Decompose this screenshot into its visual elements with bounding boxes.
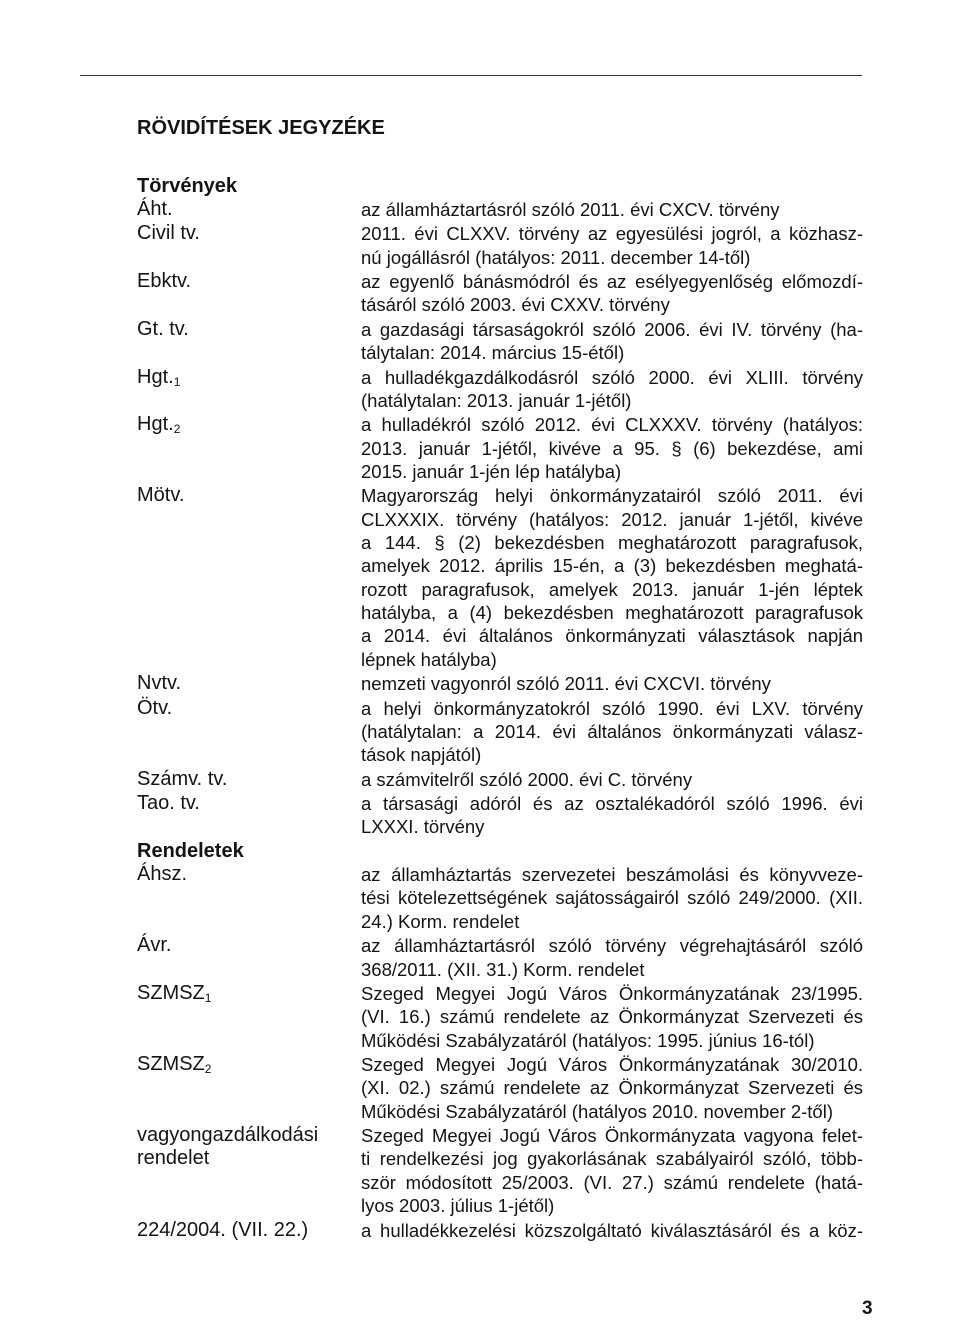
- abbreviation-label: [137, 366, 361, 413]
- definition-line: a 2014. évi általános önkormányzati választások napján: [361, 625, 863, 647]
- abbreviation-entry: [137, 270, 863, 317]
- abbreviation-label: [137, 697, 361, 767]
- abbreviation-entry: [137, 318, 863, 365]
- abbreviation-label: [137, 792, 361, 839]
- abbreviation-entry: [137, 863, 863, 933]
- definition-line: az államháztartásról szóló törvény végrehajtásáról szóló: [361, 935, 863, 957]
- abbreviation-label-line: [137, 934, 361, 957]
- definition-line: ször módosított 25/2003. (VI. 27.) számú rendelete (hatá-: [361, 1171, 863, 1193]
- abbreviation-label: [137, 863, 361, 933]
- definition-line: Szeged Megyei Jogú Város Önkormányzatának 23/1995.: [361, 983, 863, 1005]
- definition-line: nú jogállásról (hatályos: 2011. december 14-től): [361, 246, 751, 268]
- abbreviation-label-line: [137, 1147, 361, 1170]
- abbreviation-label: [137, 318, 361, 365]
- abbreviation-definition: [361, 863, 863, 933]
- abbreviation-label-line: [137, 672, 361, 695]
- abbreviation-text: Ebktv.: [137, 270, 192, 293]
- abbreviation-label-line: [137, 697, 361, 720]
- abbreviation-label-line: [137, 1124, 361, 1147]
- definition-line: a hulladékról szóló 2012. évi CLXXXV. törvény (hatályos:: [361, 414, 863, 436]
- abbreviation-label-line: [137, 1219, 361, 1242]
- abbreviation-label-line: [137, 222, 361, 245]
- definition-line: a helyi önkormányzatokról szóló 1990. évi LXV. törvény: [361, 697, 863, 719]
- abbreviation-subscript: 1: [204, 991, 212, 1006]
- abbreviation-label-line: [137, 366, 361, 389]
- abbreviation-section: [137, 175, 863, 839]
- abbreviation-text: SZMSZ: [137, 1053, 205, 1076]
- definition-line: a gazdasági társaságokról szóló 2006. évi IV. törvény (ha-: [361, 318, 863, 340]
- abbreviation-entry: [137, 1124, 863, 1217]
- definition-line: ti rendelkezési jog gyakorlásának szabályairól szóló, több-: [361, 1148, 863, 1170]
- abbreviation-entry: [137, 697, 863, 767]
- abbreviation-definition: [361, 1124, 863, 1217]
- abbreviation-text: Hgt.: [137, 365, 174, 388]
- abbreviation-text: Áhsz.: [137, 863, 188, 886]
- abbreviation-label: [137, 198, 361, 221]
- abbreviation-definition: [361, 366, 863, 413]
- abbreviation-label: [137, 484, 361, 670]
- abbreviation-definition: [361, 697, 863, 767]
- abbreviation-entry: [137, 1219, 863, 1242]
- abbreviation-text: Nvtv.: [137, 672, 182, 695]
- abbreviation-entry: [137, 366, 863, 413]
- abbreviation-text: Áht.: [137, 197, 173, 220]
- definition-line: 2015. január 1-jén lép hatályba): [361, 461, 622, 482]
- definition-line: tálytalan: 2014. március 15-étől): [361, 342, 625, 364]
- definition-line: (hatálytalan: a 2014. évi általános önkormányzati válasz-: [361, 720, 863, 742]
- definition-line: Működési Szabályzatáról (hatályos 2010. november 2-től): [361, 1100, 833, 1122]
- definition-line: 2013. január 1-jétől, kivéve a 95. § (6) bekezdése, ami: [361, 437, 863, 459]
- abbreviation-definition: [361, 1219, 863, 1242]
- abbreviation-label: [137, 672, 361, 695]
- abbreviation-list: [137, 175, 863, 1244]
- definition-line: (hatálytalan: 2013. január 1-jétől): [361, 389, 632, 411]
- abbreviation-subscript: 2: [204, 1062, 212, 1077]
- abbreviation-entry: [137, 222, 863, 269]
- abbreviation-subscript: 1: [173, 374, 181, 389]
- definition-line: lépnek hatályba): [361, 648, 497, 670]
- abbreviation-text: Ávr.: [137, 934, 172, 957]
- abbreviation-label-line: [137, 982, 361, 1005]
- definition-line: az egyenlő bánásmódról és az esélyegyenlőség előmozdí-: [361, 271, 863, 293]
- definition-line: Szeged Megyei Jogú Város Önkormányzatának 30/2010.: [361, 1054, 863, 1076]
- definition-line: Működési Szabályzatáról (hatályos: 1995. június 16-tól): [361, 1029, 815, 1051]
- abbreviation-label: [137, 222, 361, 269]
- abbreviation-text: rendelet: [137, 1147, 210, 1170]
- definition-line: az államháztartásról szóló 2011. évi CXCV. törvény: [361, 198, 780, 220]
- definition-line: a számvitelről szóló 2000. évi C. törvény: [361, 768, 693, 790]
- abbreviation-label-line: [137, 768, 361, 791]
- abbreviation-definition: [361, 792, 863, 839]
- abbreviation-text: SZMSZ: [137, 982, 205, 1005]
- section-heading: Rendeletek: [137, 839, 244, 862]
- header-rule: [80, 75, 862, 76]
- abbreviation-label-line: [137, 792, 361, 815]
- abbreviation-subscript: 2: [173, 422, 181, 437]
- abbreviation-label-line: [137, 270, 361, 293]
- definition-line: a társasági adóról és az osztalékadóról szóló 1996. évi: [361, 793, 863, 815]
- definition-line: rozott paragrafusok, amelyek 2013. január 1-jén léptek: [361, 578, 863, 600]
- abbreviation-definition: [361, 318, 863, 365]
- page-number: 3: [862, 1298, 873, 1319]
- section-heading: Törvények: [137, 174, 238, 197]
- abbreviation-definition: [361, 222, 863, 269]
- definition-line: lyos 2003. július 1-jétől): [361, 1195, 555, 1217]
- abbreviation-entry: [137, 672, 863, 695]
- definition-line: amelyek 2012. április 15-én, a (3) bekezdésben meghatá-: [361, 555, 863, 577]
- abbreviation-entry: [137, 484, 863, 670]
- abbreviation-definition: [361, 934, 863, 981]
- abbreviation-definition: [361, 198, 863, 221]
- abbreviation-text: Civil tv.: [137, 222, 200, 245]
- definition-line: a hulladékkezelési közszolgáltató kiválasztásáról és a köz-: [361, 1219, 863, 1241]
- document-title: RÖVIDÍTÉSEK JEGYZÉKE: [137, 117, 385, 139]
- abbreviation-text: Számv. tv.: [137, 767, 228, 790]
- abbreviation-label: [137, 934, 361, 981]
- abbreviation-label-line: [137, 484, 361, 507]
- abbreviation-label: [137, 1124, 361, 1217]
- abbreviation-entry: [137, 1053, 863, 1123]
- abbreviation-text: 224/2004. (VII. 22.): [137, 1218, 309, 1241]
- definition-line: hatályba, a (4) bekezdésben meghatározott paragrafusok: [361, 601, 863, 623]
- abbreviation-definition: [361, 768, 863, 791]
- abbreviation-definition: [361, 672, 863, 695]
- abbreviation-label-line: [137, 863, 361, 886]
- abbreviation-label: [137, 1053, 361, 1123]
- abbreviation-label: [137, 1219, 361, 1242]
- definition-line: a hulladékgazdálkodásról szóló 2000. évi XLIII. törvény: [361, 366, 863, 388]
- definition-line: 24.) Korm. rendelet: [361, 910, 520, 932]
- definition-line: Szeged Megyei Jogú Város Önkormányzata vagyona felet-: [361, 1125, 863, 1147]
- abbreviation-entry: [137, 982, 863, 1052]
- abbreviation-text: Mötv.: [137, 484, 185, 507]
- abbreviation-definition: [361, 270, 863, 317]
- abbreviation-label-line: [137, 198, 361, 221]
- definition-line: (XI. 02.) számú rendelete az Önkormányzat Szervezeti és: [361, 1077, 863, 1099]
- abbreviation-label: [137, 982, 361, 1052]
- definition-line: (VI. 16.) számú rendelete az Önkormányzat Szervezeti és: [361, 1006, 863, 1028]
- definition-line: tásáról szóló 2003. évi CXXV. törvény: [361, 294, 670, 316]
- abbreviation-label-line: [137, 1053, 361, 1076]
- abbreviation-text: Ötv.: [137, 696, 173, 719]
- definition-line: 2011. évi CLXXV. törvény az egyesülési jogról, a közhasz-: [361, 223, 863, 245]
- definition-line: tési kötelezettségének sajátosságairól szóló 249/2000. (XII.: [361, 887, 863, 909]
- abbreviation-text: vagyongazdálkodási: [137, 1124, 319, 1147]
- definition-line: a 144. § (2) bekezdésben meghatározott paragrafusok,: [361, 532, 863, 554]
- abbreviation-definition: [361, 484, 863, 670]
- abbreviation-section: [137, 840, 863, 1242]
- definition-line: tások napjától): [361, 744, 482, 766]
- abbreviation-entry: [137, 934, 863, 981]
- abbreviation-definition: [361, 982, 863, 1052]
- abbreviation-text: Gt. tv.: [137, 317, 189, 340]
- abbreviation-text: Tao. tv.: [137, 792, 200, 815]
- definition-line: LXXXI. törvény: [361, 816, 485, 838]
- abbreviation-entry: [137, 413, 863, 483]
- definition-line: CLXXXIX. törvény (hatályos: 2012. január 1-jétől, kivéve: [361, 508, 863, 530]
- abbreviation-definition: [361, 413, 863, 483]
- definition-line: nemzeti vagyonról szóló 2011. évi CXCVI. törvény: [361, 673, 771, 695]
- definition-line: az államháztartás szervezetei beszámolási és könyvveze-: [361, 864, 863, 886]
- abbreviation-definition: [361, 1053, 863, 1123]
- abbreviation-label-line: [137, 413, 361, 436]
- definition-line: 368/2011. (XII. 31.) Korm. rendelet: [361, 958, 645, 980]
- abbreviation-entry: [137, 792, 863, 839]
- abbreviation-label: [137, 768, 361, 791]
- abbreviation-label: [137, 270, 361, 317]
- abbreviation-text: Hgt.: [137, 413, 174, 436]
- abbreviation-entry: [137, 768, 863, 791]
- definition-line: Magyarország helyi önkormányzatairól szóló 2011. évi: [361, 485, 863, 507]
- abbreviation-entry: [137, 198, 863, 221]
- abbreviation-label-line: [137, 318, 361, 341]
- abbreviation-label: [137, 413, 361, 483]
